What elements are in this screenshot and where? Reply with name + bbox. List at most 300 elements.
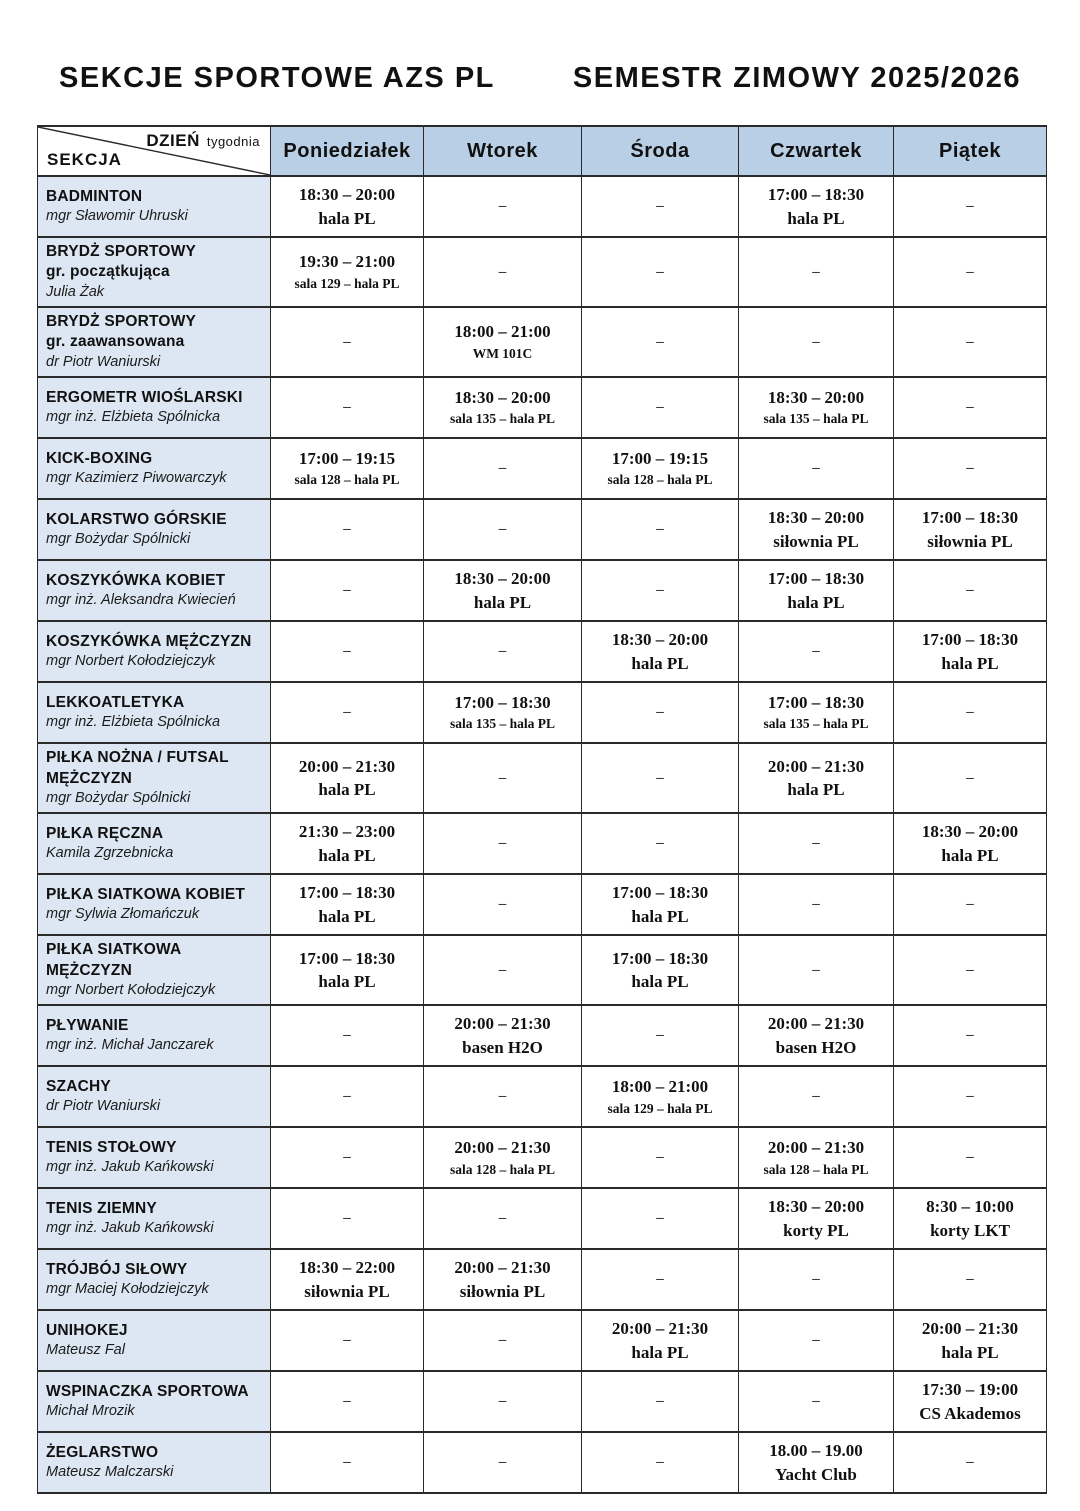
schedule-cell <box>582 1371 739 1432</box>
section-cell <box>38 935 271 1005</box>
table-row <box>38 307 1047 377</box>
schedule-cell <box>582 307 739 377</box>
time-text: 18:00 – 21:00 <box>454 322 551 342</box>
section-cell <box>38 682 271 743</box>
schedule-cell <box>271 176 424 237</box>
section-cell <box>38 874 271 935</box>
time-text: 17:00 – 18:30 <box>611 948 709 968</box>
page-title-left: SEKCJE SPORTOWE AZS PL <box>59 62 495 94</box>
time-text: 19:30 – 21:00 <box>298 252 396 272</box>
empty-dash: – <box>343 399 351 416</box>
empty-dash: – <box>966 1027 974 1044</box>
time-text: 20:00 – 21:30 <box>298 756 396 776</box>
section-instructor: Mateusz Fal <box>46 1342 125 1359</box>
time-text: 18:30 – 22:00 <box>298 1258 396 1278</box>
schedule-cell <box>271 1127 424 1188</box>
location-text: siłownia PL <box>773 531 859 551</box>
schedule-cell <box>894 1249 1047 1310</box>
section-cell <box>38 499 271 560</box>
location-text: sala 135 – hala PL <box>763 716 869 732</box>
corner-day-label-main: DZIEŃ <box>146 131 200 150</box>
schedule-cell <box>894 1432 1047 1493</box>
time-text: 20:00 – 21:30 <box>767 1014 865 1034</box>
section-cell <box>38 1371 271 1432</box>
section-name: gr. zaawansowana <box>46 333 185 351</box>
schedule-cell <box>424 1249 582 1310</box>
schedule-cell <box>739 1066 894 1127</box>
time-text: 17:00 – 18:30 <box>611 883 709 903</box>
schedule-cell <box>894 1066 1047 1127</box>
table-row <box>38 935 1047 1005</box>
location-text: hala PL <box>318 972 376 992</box>
day-header-tuesday: Wtorek <box>424 126 582 176</box>
empty-dash: – <box>498 835 507 852</box>
time-text: 18:30 – 20:00 <box>454 387 551 407</box>
schedule-cell <box>271 307 424 377</box>
schedule-cell <box>271 935 424 1005</box>
schedule-cell <box>271 1188 424 1249</box>
section-name: KOLARSTWO GÓRSKIE <box>46 510 227 528</box>
time-text: 8:30 – 10:00 <box>926 1197 1014 1217</box>
section-instructor: Mateusz Malczarski <box>46 1464 174 1481</box>
empty-dash: – <box>966 333 974 350</box>
time-text: 20:00 – 21:30 <box>767 1137 865 1157</box>
section-name: UNIHOKEJ <box>46 1321 128 1339</box>
schedule-cell <box>582 1310 739 1371</box>
empty-dash: – <box>812 1332 820 1349</box>
empty-dash: – <box>656 1271 664 1288</box>
schedule-cell <box>271 237 424 307</box>
empty-dash: – <box>966 704 974 721</box>
section-cell <box>38 377 271 438</box>
section-name: LEKKOATLETYKA <box>46 693 185 711</box>
empty-dash: – <box>343 1149 351 1166</box>
location-text: korty PL <box>783 1220 849 1240</box>
schedule-cell <box>424 438 582 499</box>
time-text: 18.00 – 19.00 <box>769 1441 863 1461</box>
schedule-cell <box>739 1310 894 1371</box>
empty-dash: – <box>656 198 664 214</box>
empty-dash: – <box>343 1332 351 1349</box>
schedule-cell <box>894 499 1047 560</box>
time-text: 20:00 – 21:30 <box>454 1258 551 1278</box>
schedule-cell <box>424 560 582 621</box>
empty-dash: – <box>498 198 507 214</box>
schedule-cell <box>739 1249 894 1310</box>
schedule-cell <box>271 743 424 813</box>
section-name: BADMINTON <box>46 187 143 205</box>
section-name: KICK-BOXING <box>46 449 153 467</box>
schedule-cell <box>271 1249 424 1310</box>
section-cell <box>38 176 271 237</box>
schedule-cell <box>894 176 1047 237</box>
schedule-table <box>37 125 1047 1494</box>
section-name: SZACHY <box>46 1077 111 1095</box>
time-text: 21:30 – 23:00 <box>298 822 396 842</box>
time-text: 17:30 – 19:00 <box>921 1380 1019 1400</box>
table-row <box>38 438 1047 499</box>
empty-dash: – <box>343 1454 351 1471</box>
section-instructor: mgr Kazimierz Piwowarczyk <box>46 470 227 487</box>
schedule-cell <box>424 377 582 438</box>
page-title-right: SEMESTR ZIMOWY 2025/2026 <box>572 62 1021 94</box>
section-cell <box>38 621 271 682</box>
table-row <box>38 176 1047 237</box>
empty-dash: – <box>812 333 820 350</box>
location-text: sala 128 – hala PL <box>449 1161 555 1177</box>
section-cell <box>38 1432 271 1493</box>
section-cell <box>38 1005 271 1066</box>
section-cell <box>38 743 271 813</box>
empty-dash: – <box>812 263 820 280</box>
empty-dash: – <box>812 1088 820 1105</box>
empty-dash: – <box>966 1088 974 1105</box>
empty-dash: – <box>656 399 664 416</box>
location-text: sala 129 – hala PL <box>294 275 400 291</box>
time-text: 17:00 – 18:30 <box>298 883 396 903</box>
empty-dash: – <box>498 1393 507 1410</box>
empty-dash: – <box>343 1088 351 1105</box>
time-text: 17:00 – 19:15 <box>611 448 709 468</box>
schedule-cell <box>582 1127 739 1188</box>
schedule-cell <box>739 560 894 621</box>
corner-cell <box>38 126 271 176</box>
schedule-cell <box>894 743 1047 813</box>
location-text: sala 128 – hala PL <box>607 472 713 488</box>
section-name: PŁYWANIE <box>46 1016 129 1034</box>
corner-day-label <box>146 131 260 151</box>
day-header-monday: Poniedziałek <box>271 126 424 176</box>
schedule-cell <box>739 743 894 813</box>
section-instructor: mgr inż. Jakub Kańkowski <box>46 1220 214 1237</box>
schedule-cell <box>424 1005 582 1066</box>
empty-dash: – <box>966 460 974 477</box>
time-text: 18:30 – 20:00 <box>611 630 709 650</box>
table-row <box>38 1310 1047 1371</box>
table-row <box>38 1371 1047 1432</box>
location-text: hala PL <box>787 780 845 800</box>
location-text: hala PL <box>941 845 999 865</box>
table-row <box>38 1249 1047 1310</box>
schedule-cell <box>271 682 424 743</box>
schedule-cell <box>739 813 894 874</box>
section-name: PIŁKA RĘCZNA <box>46 824 164 842</box>
schedule-cell <box>424 813 582 874</box>
table-row <box>38 1066 1047 1127</box>
empty-dash: – <box>656 1393 664 1410</box>
schedule-cell <box>271 1432 424 1493</box>
location-text: siłownia PL <box>927 531 1013 551</box>
schedule-cell <box>739 874 894 935</box>
section-cell <box>38 560 271 621</box>
location-text: hala PL <box>318 208 376 228</box>
empty-dash: – <box>343 521 351 538</box>
section-name: BRYDŻ SPORTOWY <box>46 313 197 331</box>
empty-dash: – <box>656 333 664 350</box>
schedule-cell <box>894 307 1047 377</box>
schedule-cell <box>894 1188 1047 1249</box>
schedule-cell <box>894 1310 1047 1371</box>
location-text: hala PL <box>473 592 532 612</box>
location-text: hala PL <box>318 906 376 926</box>
table-row <box>38 1432 1047 1493</box>
schedule-cell <box>424 1432 582 1493</box>
schedule-cell <box>271 813 424 874</box>
schedule-cell <box>424 935 582 1005</box>
section-instructor: mgr Sylwia Złomańczuk <box>46 906 200 923</box>
schedule-cell <box>582 743 739 813</box>
section-instructor: mgr inż. Jakub Kańkowski <box>46 1159 214 1176</box>
schedule-cell <box>582 1005 739 1066</box>
location-text: hala PL <box>787 208 845 228</box>
schedule-cell <box>582 1249 739 1310</box>
section-cell <box>38 1249 271 1310</box>
section-name: ERGOMETR WIOŚLARSKI <box>46 388 243 406</box>
empty-dash: – <box>343 1210 351 1227</box>
time-text: 17:00 – 19:15 <box>298 448 396 468</box>
location-text: hala PL <box>631 972 689 992</box>
schedule-cell <box>739 935 894 1005</box>
schedule-cell <box>894 935 1047 1005</box>
schedule-cell <box>894 874 1047 935</box>
schedule-cell <box>582 1188 739 1249</box>
schedule-cell <box>424 621 582 682</box>
section-name: PIŁKA SIATKOWA MĘŻCZYZN <box>46 941 181 979</box>
section-instructor: mgr inż. Elżbieta Spólnicka <box>46 714 221 731</box>
table-row <box>38 1127 1047 1188</box>
empty-dash: – <box>656 521 664 538</box>
section-instructor: Julia Żak <box>46 283 105 300</box>
section-name: KOSZYKÓWKA KOBIET <box>46 571 226 589</box>
location-text: WM 101C <box>472 345 533 361</box>
empty-dash: – <box>343 704 351 721</box>
schedule-cell <box>739 1188 894 1249</box>
schedule-cell <box>424 1188 582 1249</box>
section-instructor: dr Piotr Waniurski <box>46 1098 161 1115</box>
section-name: BRYDŻ SPORTOWY <box>46 243 197 260</box>
empty-dash: – <box>966 1454 974 1471</box>
empty-dash: – <box>966 1271 974 1288</box>
section-cell <box>38 1127 271 1188</box>
empty-dash: – <box>966 582 974 599</box>
day-header-thursday: Czwartek <box>739 126 894 176</box>
schedule-cell <box>271 1371 424 1432</box>
schedule-cell <box>582 1066 739 1127</box>
schedule-cell <box>739 307 894 377</box>
empty-dash: – <box>498 1332 507 1349</box>
schedule-cell <box>582 237 739 307</box>
empty-dash: – <box>812 896 820 913</box>
schedule-cell <box>739 499 894 560</box>
section-name: TRÓJBÓJ SIŁOWY <box>46 1260 188 1278</box>
schedule-cell <box>424 1371 582 1432</box>
table-row <box>38 743 1047 813</box>
section-instructor: mgr Bożydar Spólnicki <box>46 789 191 806</box>
location-text: sala 135 – hala PL <box>449 716 555 732</box>
corner-section-label: SEKCJA <box>47 150 122 169</box>
schedule-cell <box>424 1310 582 1371</box>
table-row <box>38 1188 1047 1249</box>
table-row <box>38 874 1047 935</box>
schedule-cell <box>739 176 894 237</box>
schedule-cell <box>582 499 739 560</box>
empty-dash: – <box>498 1210 507 1227</box>
location-text: sala 128 – hala PL <box>763 1161 869 1177</box>
empty-dash: – <box>498 769 507 786</box>
section-cell <box>38 1310 271 1371</box>
schedule-cell <box>582 1432 739 1493</box>
page-title <box>0 62 1080 95</box>
empty-dash: – <box>656 835 664 852</box>
empty-dash: – <box>656 1454 664 1471</box>
schedule-cell <box>582 813 739 874</box>
location-text: hala PL <box>318 780 376 800</box>
section-name: MĘŻCZYZN <box>46 769 132 787</box>
schedule-cell <box>739 1432 894 1493</box>
table-row <box>38 621 1047 682</box>
empty-dash: – <box>343 1393 351 1410</box>
schedule-cell <box>894 1005 1047 1066</box>
schedule-cell <box>894 682 1047 743</box>
empty-dash: – <box>812 1271 820 1288</box>
section-instructor: mgr Norbert Kołodziejczyk <box>46 653 216 670</box>
location-text: hala PL <box>631 653 689 673</box>
schedule-cell <box>894 438 1047 499</box>
time-text: 20:00 – 21:30 <box>921 1319 1019 1339</box>
location-text: sala 128 – hala PL <box>294 472 400 488</box>
section-instructor: mgr inż. Michał Janczarek <box>46 1037 214 1054</box>
schedule-cell <box>582 438 739 499</box>
empty-dash: – <box>812 460 820 477</box>
empty-dash: – <box>343 1027 351 1044</box>
schedule-cell <box>894 1371 1047 1432</box>
time-text: 18:30 – 20:00 <box>454 569 551 589</box>
time-text: 18:30 – 20:00 <box>767 387 865 407</box>
schedule-cell <box>271 874 424 935</box>
table-row <box>38 237 1047 307</box>
empty-dash: – <box>966 399 974 416</box>
location-text: Yacht Club <box>775 1464 857 1484</box>
schedule-cell <box>894 1127 1047 1188</box>
location-text: basen H2O <box>775 1037 857 1057</box>
schedule-cell <box>582 560 739 621</box>
empty-dash: – <box>966 263 974 280</box>
schedule-cell <box>739 1005 894 1066</box>
schedule-cell <box>739 438 894 499</box>
empty-dash: – <box>498 460 507 477</box>
table-row <box>38 1005 1047 1066</box>
schedule-cell <box>582 176 739 237</box>
section-name: WSPINACZKA SPORTOWA <box>46 1382 249 1400</box>
schedule-cell <box>424 237 582 307</box>
location-text: siłownia PL <box>459 1281 546 1301</box>
schedule-cell <box>894 621 1047 682</box>
time-text: 17:00 – 18:30 <box>767 185 865 205</box>
location-text: hala PL <box>631 1342 689 1362</box>
section-instructor: Michał Mrozik <box>46 1403 135 1420</box>
schedule-cell <box>582 935 739 1005</box>
section-cell <box>38 1188 271 1249</box>
time-text: 17:00 – 18:30 <box>298 948 396 968</box>
location-text: hala PL <box>941 653 999 673</box>
empty-dash: – <box>966 769 974 786</box>
schedule-cell <box>739 1127 894 1188</box>
schedule-cell <box>739 377 894 438</box>
section-name: KOSZYKÓWKA MĘŻCZYZN <box>46 632 252 650</box>
time-text: 18:30 – 20:00 <box>767 1197 865 1217</box>
empty-dash: – <box>812 1393 820 1410</box>
section-cell <box>38 438 271 499</box>
schedule-cell <box>582 621 739 682</box>
section-cell <box>38 237 271 307</box>
empty-dash: – <box>966 896 974 913</box>
section-instructor: mgr inż. Aleksandra Kwiecień <box>46 592 236 609</box>
schedule-cell <box>271 560 424 621</box>
location-text: hala PL <box>318 845 376 865</box>
section-name: PIŁKA NOŻNA / FUTSAL <box>46 749 229 767</box>
empty-dash: – <box>812 835 820 852</box>
section-name: ŻEGLARSTWO <box>46 1443 159 1461</box>
day-header-wednesday: Środa <box>582 126 739 176</box>
empty-dash: – <box>498 1454 507 1471</box>
empty-dash: – <box>656 1149 664 1166</box>
schedule-cell <box>582 874 739 935</box>
time-text: 17:00 – 18:30 <box>921 508 1019 528</box>
empty-dash: – <box>498 1088 507 1105</box>
schedule-cell <box>424 307 582 377</box>
time-text: 18:30 – 20:00 <box>767 508 865 528</box>
empty-dash: – <box>812 643 820 660</box>
corner-day-label-sub: tygodnia <box>206 134 260 149</box>
empty-dash: – <box>343 582 351 599</box>
section-instructor: mgr Maciej Kołodziejczyk <box>46 1281 209 1298</box>
empty-dash: – <box>966 1149 974 1166</box>
schedule-cell <box>582 682 739 743</box>
schedule-cell <box>424 176 582 237</box>
section-instructor: mgr Bożydar Spólnicki <box>46 531 191 548</box>
schedule-cell <box>424 1066 582 1127</box>
schedule-cell <box>424 499 582 560</box>
section-name: TENIS ZIEMNY <box>46 1199 157 1217</box>
schedule-cell <box>582 377 739 438</box>
location-text: CS Akademos <box>919 1403 1021 1423</box>
empty-dash: – <box>966 198 974 214</box>
schedule-cell <box>739 237 894 307</box>
time-text: 17:00 – 18:30 <box>767 692 865 712</box>
location-text: hala PL <box>941 1342 999 1362</box>
section-cell <box>38 1066 271 1127</box>
empty-dash: – <box>498 263 507 280</box>
empty-dash: – <box>656 704 664 721</box>
schedule-body <box>38 176 1047 1493</box>
schedule-cell <box>739 1371 894 1432</box>
day-header-friday: Piątek <box>894 126 1047 176</box>
empty-dash: – <box>343 643 351 660</box>
empty-dash: – <box>966 961 974 978</box>
empty-dash: – <box>498 896 507 913</box>
location-text: hala PL <box>787 592 845 612</box>
empty-dash: – <box>656 1027 664 1044</box>
section-instructor: mgr Sławomir Uhruski <box>46 208 188 225</box>
table-row <box>38 560 1047 621</box>
time-text: 17:00 – 18:30 <box>921 630 1019 650</box>
schedule-cell <box>894 813 1047 874</box>
schedule-cell <box>894 237 1047 307</box>
schedule-cell <box>894 560 1047 621</box>
location-text: hala PL <box>631 906 689 926</box>
section-instructor: mgr Norbert Kołodziejczyk <box>46 982 216 998</box>
empty-dash: – <box>498 643 507 660</box>
